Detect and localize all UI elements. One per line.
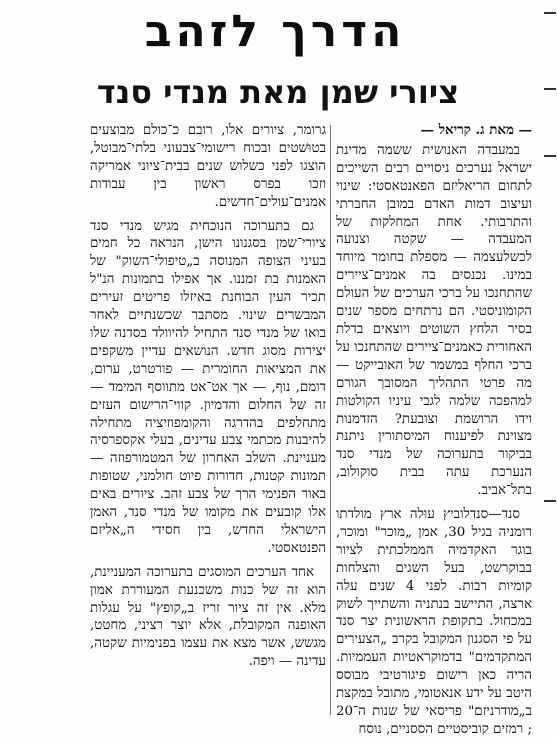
article-paragraph: אחד הערכים המוסגים בתערוכה המעניינת, הוא זה של כנות משכנעת המעוררת אמון מלא. אין זה ציור זריז ב„קופץ" על עגלות האופנה המקובלת, אלא יוצר רציני, מחטט, מגשש, אשר מצא את עצמו בפנימיות שקטה, עדינה — ויפה. <box>90 564 326 670</box>
article-headline: הדרך לזהב <box>144 6 406 57</box>
article-paragraph: גם בתערוכה הנוכחית מגיש מנדי סנד ציורי־שמן בסגנונו הישן, הנראה כל חמים בעיני הצופה המנוסה ב„טיפולי־השוק" של האמנות בת זמננו. אך אפילו בתמונות הנ"ל תכיר העין הבוחנת באיזלו פריטים זעירים המבשרים שינוי. מסתבר שכשנתיים לאחר בואו של מנדי סנד התחיל להיוולד בסדנה שלו יצירות מסוג חדש. הנושאים עדיין משקפים את המציאות החומרית — פורטרט, ערום, דומם, נוף, — אך אט־אט מתווסף המימד — זה של החלום והדמיון. קווי־הרישום העזים מתחלפים בהדרגה והקומפוזיציה מתחילה להיבנות מכתמי צבע עדינים, בעלי אקספרסיה מעניינת. השלב האחרון של המטמורפוזה — תמונות קטנות, חדורות פיוט חולמני, שטופות באור הפנימי הרך של צבע זהב. ציורים באים אלו קובעים את מקומו של מנדי סנד, האמן הישראלי החדש, בין חסידי ה„אליזם הפנטאסטי. <box>90 218 326 556</box>
margin-mark <box>544 500 556 502</box>
article-paragraph: גרומר, ציורים אלו, רובם כ־כולם מבוצעים בטוּשׁטים ובכוח רישומי־צבעוני בלתי־מבוטל, הוצגו לפני כשלוש שנים בבית־ציוני אמריקה וזכו בפרס ראשון בין עבודות אמנים־עולים־חדשים. <box>90 123 326 210</box>
article-byline: — מאת ג. קריאל — <box>420 122 532 138</box>
article-subheadline: ציורי שמן מאת מנדי סנד <box>96 73 460 111</box>
margin-mark <box>544 155 556 157</box>
column-divider <box>330 125 331 715</box>
article-paragraph: סנד—סנדלוביץ עוּלה ארץ מולדתו רומניה בגיל 30, אמן „מוכר" ומוכר, בוגר האקדמיה הממלכתית לציור בבוקרשט, בעל השגים והצלחות קומיות רבות. לפני 4 שנים עלה ארצה, התיישב בנתניה והשתייך לשוק במכחול. בתקופת הראשונית יצר סנד על פי הסגנון המקובל בקרב „הצעירים המתקדמים" בדמוקראטיות העממיות. הריה כאן רישום פיגורטיבי מבוסס היטב על ידע אנאטומי, מתובל במקצת ב„מודרניזם" פריסאי של שנות ה־20 ; רמזים קוביסטיים הססניים, נוסח <box>336 507 532 737</box>
margin-mark <box>544 88 556 90</box>
article-column-left <box>90 122 326 722</box>
article-paragraph: במעבדה האנושית ששמה מדינת ישראל נערכים ניסויים רבים השייכים לתחום הריאליזם הפאנטאסטי: שינוי ועיצוב דמות האדם במובן החברתי והתרבותי. אחת המחלקות של המעבדה — שקטה וצנועה לכשלעצמה — מספלת בחומר מיוחד במינו. נכנסים בה אמנים־ציירים שהתחנכו על ברכי הערכים של העולם הקומוניסטי. הם נרתחים מספר שנים בסיר הלחץ השוטים ויוצאים בדלת האחורית כאמנים־ציירים שהתחנכו על ברכי החלף במשמר של האובייקט — מה פרטי התהליך המסובך הגורם למהפכה שלמה לגבי עיניו הקולטות וידו הרושמת וצובעת? הזדמנות מצוינת לפיענוח המיסתורין ניתנת בביקור בתערוכה של מנדי סנד הנערכת עתה בבית סוקולוב, בתל־אביב. <box>336 142 532 499</box>
article-column-right <box>336 122 532 737</box>
margin-mark <box>544 12 556 14</box>
